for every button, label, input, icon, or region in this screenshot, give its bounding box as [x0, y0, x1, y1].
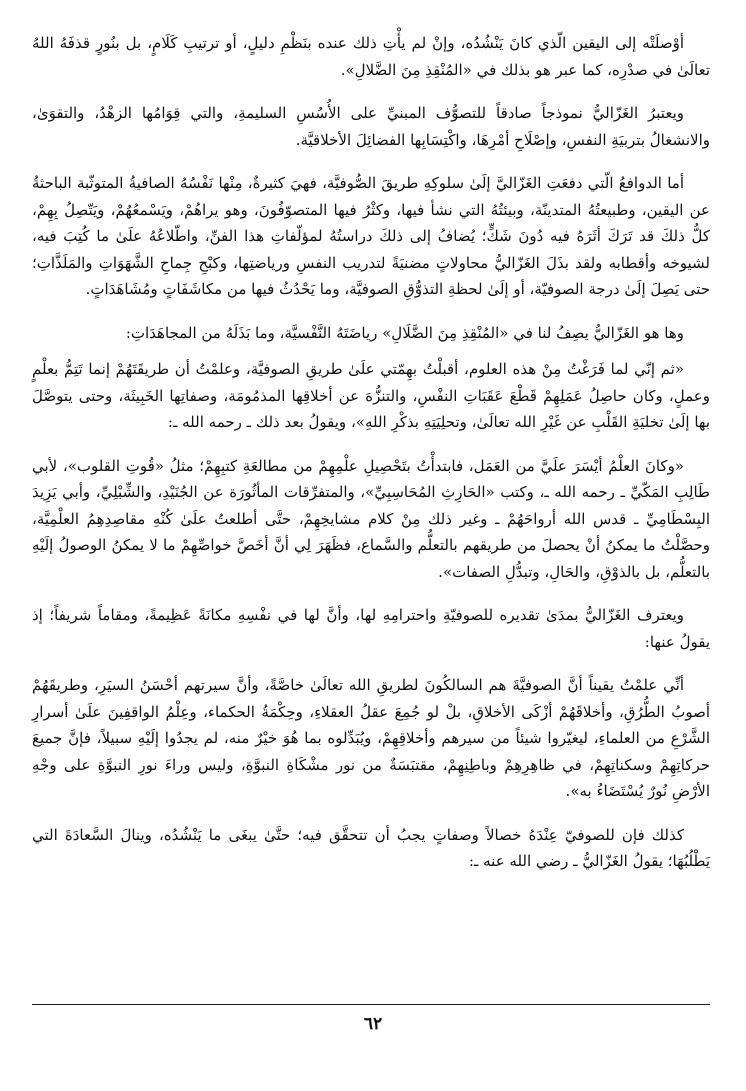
paragraph-munqidh-intro: وها هو الغَزّاليُّ يصِفُ لنا في «المُنْقِذِ مِنَ الضَّلَالِ» رياضَتَهُ النَّفْسيَّة، وما بَذَلَهُ من المجاهَدَاتِ: — [125, 323, 684, 342]
paragraph-quote-knowledge: «وكانَ العلْمُ أيْسَرَ علَيَّ من العَمَل، فابتدأْتُ بتَحْصِيلِ علْمِهِمْ من مطالعَةِ كتبِهِمْ؛ مثلُ «قُوتِ القلوب»، لأبي طَالِبِ المَكّيِّ ـ رحمه الله ـ، وكتب «الحَارِثِ المُحَاسِبِيِّ»، والمتفرِّقات المأثُورَة عن الجُنَيْدِ، والشِّبْلِيِّ، وأبي يَزِيدَ البِسْطَامِيِّ ـ قدس الله أرواحَهُمْ ـ وغير ذلك مِنْ كلام مشايخِهِمْ، حتَّى أطلعتُ علَىٰ كُنْهِ مقاصِدِهِمُ العلْمِيَّة، وحصَّلْتُ ما يمكنُ أنْ يحصلَ من طريقهم بالتعلُّم والسَّماع، فظَهَرَ لِي أنَّ أخَصَّ خواصِّهِمْ ما لا يمكنُ الوصولُ إلَيْهِ بالتعلُّم، بل بالذوْقِ، والحَالِ، وتبدُّلِ الصفات». — [32, 456, 710, 581]
paragraph-quote-sufis-path: أنِّي علمْتُ يقيناً أنَّ الصوفيَّةَ هم السالكُونَ لطريقِ الله تعالَىٰ خاصَّةً، وأنَّ سيرتهم أحْسَنُ السيَرِ، وطريقَهُمْ أصوبُ الطُّرُقِ، وأخلاقَهُمْ أزْكَى الأخلاقِ، بلْ لو جُمِعَ عقلُ العقلاءِ، وحِكْمَةُ الحكماء، وعِلْمُ الواقفِينَ علَىٰ أسرارِ الشَّرْعِ من العلماءِ، ليغيّروا شيئاً من سيرهم وأخلاقِهِمْ، ويُبَدِّلوه بما هُوَ خيْرٌ منه، لم يجدُوا إلَيْهِ سبيلاً، فإنَّ جميعَ حركاتِهِمْ وسكناتِهِمْ، في ظاهِرِهِمْ وباطِنِهِمْ، مقتبَسَةٌ من نور مشْكَاةِ النبوَّةِ، وليس وراءَ نورِ النبوَّةِ على وجْهِ الأرْضِ نُورٌ يُسْتَضَاءُ به». — [32, 676, 710, 800]
page-number: ٦٢ — [363, 1014, 383, 1034]
footer-divider — [32, 1004, 710, 1005]
paragraph-appreciation: ويعترف الغَزّاليُّ بمدَىٰ تقديره للصوفيّةِ واحترامِهِ لها، وأنَّ لها في نفْسِهِ مكانَةً عَظِيمةً، ومقاماً شريفاً؛ إذ يقولُ عنها: — [32, 606, 710, 651]
paragraph-ghazali-model: ويعتبرُ الغَزّاليُّ نموذجاً صادقاً للتصوُّف المبنيِّ على الأُسُسِ السليمةِ، والتي قِوَامُها الزهْدُ، والتقوَىٰ، والانشغالُ بتربيَةِ النفسِ، وإصْلَاحِ أمْرِهَا، واكْتِسَابِها الفضائِلَ الأخلاقيَّة. — [32, 104, 710, 149]
paragraph-sufi-traits: كذلك فإن للصوفيّ عِنْدَهُ خصالاً وصفاتٍ يجبُ أن تتحقَّق فيه؛ حتَّىٰ يبغَى ما يَنْشُدُه، وينالَ السَّعادَةَ التي يَطْلُبُهَا؛ يقولُ الغَزّاليُّ ـ رضي الله عنه ـ: — [32, 825, 710, 870]
page-body — [32, 30, 710, 892]
paragraph-motives: أما الدوافعُ الّتي دفعَتِ الغَزّاليَّ إلَىٰ سلوكِهِ طريقَ الصُّوفيَّة، فهيَ كثيرةٌ، مِنْها نَفْسُهُ الصافيةُ المتوثّبة الباحثةُ عن اليقين، وطبيعتُهُ المتدينّة، وبيئتُهُ التي نشأ فيها، وكثْرُ فيها المتصوّفُونَ، وهو يراهُمْ، ويَسْمعُهُمْ، ويَتّصِلُ بِهِمْ، كلُّ ذلكَ قد تَرَكَ أثَرَهُ فيه دُونَ شَكٍّ؛ يُضافُ إلى ذلكَ دراستُهُ لمؤلّفاتِ هذا الفنِّ، واطّلاعُهُ علَىٰ ما كُتِبَ فيه، لشيوخه وأقطابه ولقد بذَلَ الغَزّاليُّ محاولاتٍ مضنيَةً لتدريب النفسِ ورياضتِها، وكبْحِ جِماحِ الشَّهَوَاتِ والمَلَذَّاتِ؛ حتى يَصِلَ إلَىٰ درجة الصوفيّة، أو إلَىٰ لحظةِ التذوُّقِ الصوفيَّة، وما يَحْدُثُ فيها من مكاشَفَاتٍ ومُشَاهَدَاتٍ. — [32, 174, 710, 298]
paragraph-quote-sufi-path: «ثم إنّي لما فَرَغْتُ مِنْ هذه العلوم، أقبلْتُ بهِمّتي علَىٰ طريقِ الصوفيَّة، وعلمْتُ أن طريقَتَهُمْ إنما تَتِمُّ بعلْمٍ وعملٍ، وكان حاصِلُ عَمَلِهِمْ قَطْعَ عَقَبَاتِ النفْسِ، والتنزُّهَ عن أخلاقِها المذمُومَة، وصفاتِها الخَبِيثَة، وحتى يتوصَّلَ بها إلَىٰ تخليَةِ القَلْبِ عن غَيْرِ الله تعالَىٰ، وتحلِيَتِهِ بذكْرِ اللهِ»، ويقولُ بعد ذلك ـ رحمه الله ـ: — [32, 360, 710, 431]
paragraph-yaqin: أوْصلَتْه إلى اليقين الّذي كانَ يَنْشُدُه، وإنْ لم يأْتِ ذلك عنده بنَظْمِ دليلٍ، أو ترتيبِ كَلَامٍ، بل بنُورٍ قذفَهُ اللهُ تعالَىٰ في صدْرِه، كما عبر هو بذلك في «المُنْقِذِ مِنَ الضَّلالِ». — [32, 34, 710, 79]
